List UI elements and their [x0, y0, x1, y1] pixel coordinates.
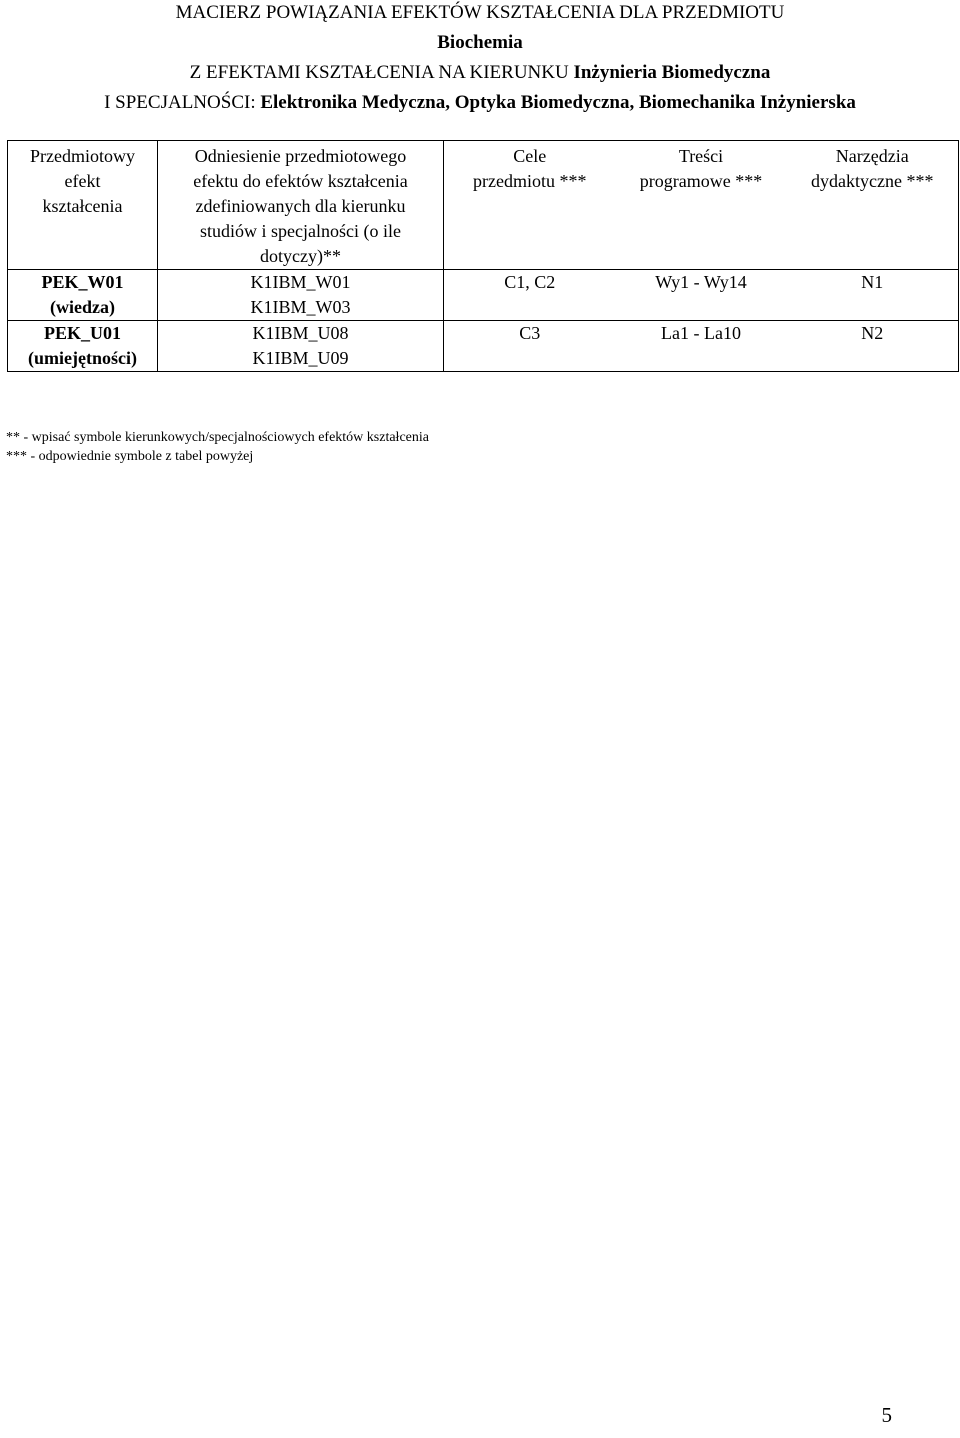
effect-cell: PEK_W01 (wiedza) [8, 270, 158, 321]
field-of-study-line [0, 58, 960, 88]
header-course-goals: Cele przedmiotu *** [444, 141, 616, 270]
header-reference: Odniesienie przedmiotowego efektu do efektów kształcenia zdefiniowanych dla kierunku studiów i specjalności (o ile dotyczy)** [158, 141, 444, 270]
table-header-row [8, 141, 959, 270]
content-cell: Wy1 - Wy14 [616, 270, 787, 321]
table-row [8, 321, 959, 372]
header-course-effect: Przedmiotowy efekt kształcenia [8, 141, 158, 270]
effects-matrix-table [7, 140, 959, 372]
matrix-title: MACIERZ POWIĄZANIA EFEKTÓW KSZTAŁCENIA DLA PRZEDMIOTU [175, 2, 785, 23]
footnotes [6, 428, 429, 466]
table-row [8, 270, 959, 321]
tools-cell: N2 [787, 321, 959, 372]
header-program-content: Treści programowe *** [616, 141, 787, 270]
reference-cell: K1IBM_W01 K1IBM_W03 [158, 270, 444, 321]
tools-cell: N1 [787, 270, 959, 321]
page-number: 5 [881, 1403, 892, 1427]
goals-cell: C1, C2 [444, 270, 616, 321]
specialties-line [0, 88, 960, 118]
header-teaching-tools: Narzędzia dydaktyczne *** [787, 141, 959, 270]
field-of-study-name: Inżynieria Biomedyczna [573, 62, 771, 83]
footnote-triple-asterisk: *** - odpowiednie symbole z tabel powyżej [6, 449, 254, 464]
content-cell: La1 - La10 [616, 321, 787, 372]
field-of-study-prefix: Z EFEKTAMI KSZTAŁCENIA NA KIERUNKU [189, 62, 574, 83]
specialties-names: Elektronika Medyczna, Optyka Biomedyczna, Biomechanika Inżynierska [260, 92, 856, 113]
effect-cell: PEK_U01 (umiejętności) [8, 321, 158, 372]
specialties-prefix: I SPECJALNOŚCI: [104, 92, 261, 113]
course-name: Biochemia [437, 32, 523, 53]
goals-cell: C3 [444, 321, 616, 372]
footnote-double-asterisk: ** - wpisać symbole kierunkowych/specjalnościowych efektów kształcenia [6, 430, 429, 445]
reference-cell: K1IBM_U08 K1IBM_U09 [158, 321, 444, 372]
